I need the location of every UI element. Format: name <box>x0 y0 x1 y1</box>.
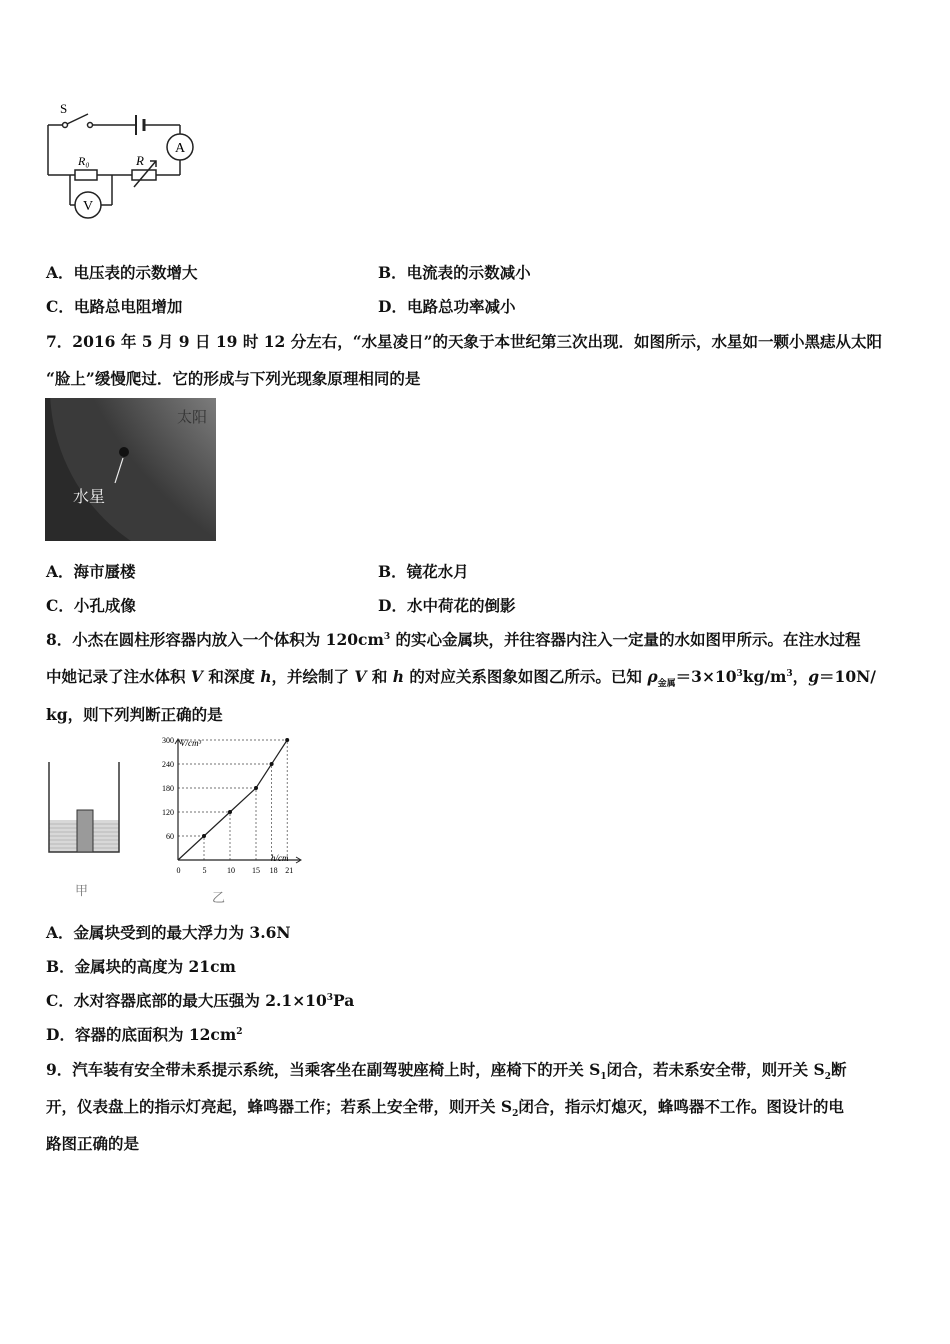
y-tick-label: 60 <box>166 832 174 841</box>
figure-jia-caption: 甲 <box>75 883 89 898</box>
x-tick-label: 5 <box>202 866 207 875</box>
switch-blade <box>67 114 88 124</box>
voltmeter-label: V <box>83 199 94 214</box>
q7-stem-line2: “脸上”缓慢爬过．它的形成与下列光现象原理相同的是 <box>46 369 421 388</box>
x-tick-label: 21 <box>285 866 294 875</box>
q8-option-d: D．容器的底面积为 $12cm^2$ <box>46 1025 243 1044</box>
chart-series-line <box>178 740 287 860</box>
mercury-transit-photo <box>45 398 216 541</box>
q7-stem-line1: 7．2016 年 5 月 9 日 19 时 12 分左右，“水星凌日”的天象于本世纪第三次出现．如图所示，水星如一颗小黑痣从太阳 <box>46 332 883 351</box>
x-tick-label: 15 <box>252 866 260 875</box>
x-axis-label: h/cm <box>271 853 289 863</box>
q8-stem-line1: 8．小杰在圆柱形容器内放入一个体积为 $120cm^3$ 的实心金属块，并往容器内注入一定量的水如图甲所示。在注水过程 <box>46 630 861 649</box>
q8-option-c: C．水对容器底部的最大压强为 $2.1\times 10^3Pa$ <box>46 991 355 1010</box>
switch-pivot <box>63 123 68 128</box>
figure-yi-chart <box>150 730 310 910</box>
ammeter-label: A <box>175 141 186 156</box>
figure-yi-caption: 乙 <box>212 890 226 905</box>
q7-option-c: C．小孔成像 <box>46 596 136 615</box>
x-tick-label: 0 <box>176 866 181 875</box>
q8-stem-line3: kg，则下列判断正确的是 <box>46 705 223 724</box>
mercury-dot <box>119 447 129 457</box>
data-point <box>228 810 232 814</box>
q8-stem-line2: 中她记录了注水体积 V 和深度 h，并绘制了 V 和 h 的对应关系图象如图乙所示。已知 $\rho_{金属}=3\times 10^3kg/m^3$，g＝10N/ <box>46 667 876 690</box>
q9-stem-line1: 9．汽车装有安全带未系提示系统，当乘客坐在副驾驶座椅上时，座椅下的开关 $S_1$闭合，若未系安全带，则开关 $S_2$断 <box>46 1060 847 1083</box>
q7-option-d: D．水中荷花的倒影 <box>378 596 516 615</box>
circuit-diagram <box>40 95 210 220</box>
r0-label: R₀ <box>78 154 90 168</box>
resistor-r0 <box>75 170 97 180</box>
q6-option-b: B．电流表的示数减小 <box>378 263 531 282</box>
y-tick-label: 180 <box>162 784 174 793</box>
x-tick-label: 18 <box>269 866 278 875</box>
data-point <box>254 786 258 790</box>
q8-option-a: A．金属块受到的最大浮力为 3.6N <box>46 923 291 942</box>
q7-option-b: B．镜花水月 <box>378 562 469 581</box>
y-tick-label: 300 <box>162 736 174 745</box>
data-point <box>270 762 274 766</box>
metal-block <box>77 810 93 852</box>
r-label: R <box>136 153 144 168</box>
figure-jia-container <box>45 760 125 900</box>
q6-option-d: D．电路总功率减小 <box>378 297 516 316</box>
q8-option-b: B．金属块的高度为 21cm <box>46 957 236 976</box>
y-tick-label: 240 <box>162 760 174 769</box>
switch-label: S <box>60 101 68 116</box>
data-point <box>202 834 206 838</box>
q9-stem-line3: 路图正确的是 <box>46 1134 140 1153</box>
sun-label: 太阳 <box>177 410 208 426</box>
y-tick-label: 120 <box>162 808 174 817</box>
q6-option-c: C．电路总电阻增加 <box>46 297 183 316</box>
q9-stem-line2: 开，仪表盘上的指示灯亮起，蜂鸣器工作；若系上安全带，则开关 $S_2$闭合，指示灯熄灭，蜂鸣器不工作。图设计的电 <box>46 1097 844 1120</box>
q6-option-a: A．电压表的示数增大 <box>46 263 198 282</box>
mercury-label: 水星 <box>73 489 106 506</box>
data-point <box>285 738 289 742</box>
y-axis-label: V/cm³ <box>180 738 202 748</box>
x-tick-label: 10 <box>227 866 235 875</box>
q7-option-a: A．海市蜃楼 <box>46 562 136 581</box>
